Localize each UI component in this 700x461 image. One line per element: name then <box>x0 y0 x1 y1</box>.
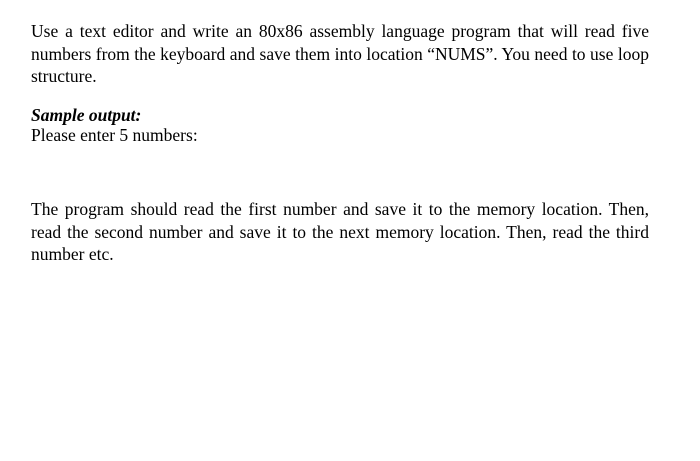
intro-paragraph: Use a text editor and write an 80x86 assembly language program that will read five numbers from the keyboard and save them into location “NUMS”. You need to use loop structure. <box>31 21 649 86</box>
body-paragraph: The program should read the first number and save it to the memory location. Then, read the second number and save it to the next memory location. Then, read the third number etc. <box>31 199 649 264</box>
sample-output-line: Please enter 5 numbers: <box>31 125 198 145</box>
sample-output-heading: Sample output: <box>31 105 142 125</box>
